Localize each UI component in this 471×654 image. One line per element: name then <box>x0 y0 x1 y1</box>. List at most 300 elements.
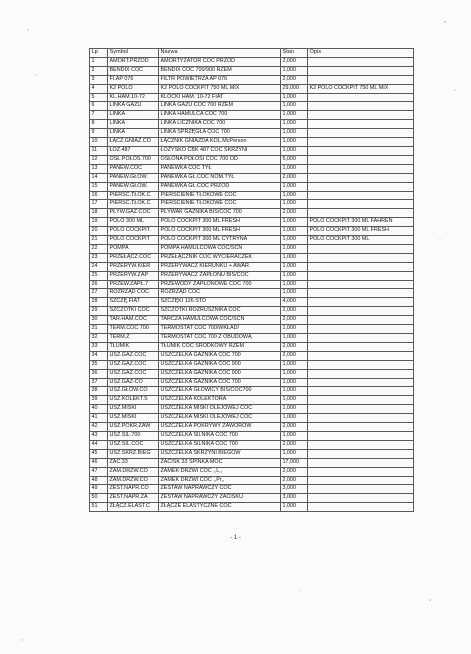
cell-stan: 17,000 <box>281 458 308 467</box>
cell-stan: 1,000 <box>281 334 308 343</box>
table-row <box>90 289 414 298</box>
table-row <box>90 342 414 351</box>
cell-opis <box>308 289 414 298</box>
cell-opis <box>308 334 414 343</box>
table-row <box>90 111 414 120</box>
cell-name: USZCZELKA POKRYWY ZAWOROW <box>159 423 281 432</box>
cell-stan: 1,000 <box>281 396 308 405</box>
cell-stan: 2,000 <box>281 209 308 218</box>
cell-opis <box>308 173 414 182</box>
cell-symbol: OSŁ.POŁOS.700 <box>108 155 159 164</box>
cell-lp: 17 <box>90 200 108 209</box>
cell-lp: 36 <box>90 369 108 378</box>
table-row <box>90 75 414 84</box>
col-header-lp: Lp <box>90 49 108 58</box>
cell-lp: 13 <box>90 164 108 173</box>
cell-opis <box>308 316 414 325</box>
cell-opis <box>308 75 414 84</box>
cell-name: PRZERYWACZ ZAPŁONU BIS/COC <box>159 271 281 280</box>
table-row <box>90 325 414 334</box>
cell-opis <box>308 111 414 120</box>
cell-symbol: PRZEŁĄCZ.COC <box>108 253 159 262</box>
cell-lp: 16 <box>90 191 108 200</box>
cell-opis <box>308 200 414 209</box>
cell-stan: 1,000 <box>281 431 308 440</box>
cell-symbol: USZ.MISKI <box>108 405 159 414</box>
table-row <box>90 93 414 102</box>
table-row <box>90 414 414 423</box>
cell-name: PANEWKA GŁ.COC PRZÓD <box>159 182 281 191</box>
cell-name: ZESTAW NAPRAWCZY ZACISKU <box>159 494 281 503</box>
table-row <box>90 396 414 405</box>
cell-stan: 1,000 <box>281 360 308 369</box>
cell-name: USZCZELKA SKRZYNI BIEGÓW <box>159 449 281 458</box>
cell-name: USZCZELKA GAŹNIKA COC 700 <box>159 378 281 387</box>
table-row <box>90 146 414 155</box>
cell-symbol: LINKA GAZU <box>108 102 159 111</box>
cell-stan: 1,000 <box>281 378 308 387</box>
cell-opis <box>308 351 414 360</box>
cell-stan: 2,000 <box>281 173 308 182</box>
cell-symbol: ŁOŻ.487 <box>108 146 159 155</box>
cell-name: TŁUMIK COC ŚRODKOWY RZEM <box>159 342 281 351</box>
cell-stan: 1,000 <box>281 280 308 289</box>
col-header-stan: Stan <box>281 49 308 58</box>
cell-stan: 2,000 <box>281 75 308 84</box>
cell-opis: K2 POLO COCKPIT 750 ML MIX <box>308 84 414 93</box>
page-number: - 1 - <box>230 535 241 541</box>
table-row <box>90 316 414 325</box>
cell-symbol: LINKA <box>108 111 159 120</box>
cell-lp: 51 <box>90 503 108 512</box>
cell-stan: 2,000 <box>281 440 308 449</box>
cell-name: USZCZELKA GŁOWICY BIS/COC700 <box>159 387 281 396</box>
table-row <box>90 387 414 396</box>
cell-name: SZCZĘKI 126 STD <box>159 298 281 307</box>
cell-lp: 45 <box>90 449 108 458</box>
col-header-opis: Opis <box>308 49 414 58</box>
cell-opis <box>308 360 414 369</box>
cell-opis: POLO COCKPIT 300 ML FRESH <box>308 227 414 236</box>
table-row <box>90 423 414 432</box>
cell-symbol: PRZERYW.ZAP <box>108 271 159 280</box>
cell-opis <box>308 325 414 334</box>
cell-lp: 14 <box>90 173 108 182</box>
cell-symbol: POLO COCKPIT <box>108 227 159 236</box>
cell-symbol: USZ.KOLEKT.S <box>108 396 159 405</box>
cell-stan: 3,000 <box>281 494 308 503</box>
cell-name: POLO COCKPIT 300 ML CYTRYNA <box>159 236 281 245</box>
cell-stan: 2,000 <box>281 476 308 485</box>
cell-opis <box>308 298 414 307</box>
table-row <box>90 431 414 440</box>
cell-opis: POLO COCKPIT 300 ML FAHREN <box>308 218 414 227</box>
cell-stan: 1,000 <box>281 387 308 396</box>
cell-lp: 37 <box>90 378 108 387</box>
cell-lp: 47 <box>90 467 108 476</box>
cell-lp: 24 <box>90 262 108 271</box>
cell-symbol: TŁUMIK <box>108 342 159 351</box>
cell-name: PIERŚCIENIE TŁOKOWE COC <box>159 200 281 209</box>
cell-name: ZAMEK DRZWI COC ,,Pr,, <box>159 476 281 485</box>
cell-opis <box>308 476 414 485</box>
table-row <box>90 503 414 512</box>
cell-symbol: AMORT.PRZÓD <box>108 57 159 66</box>
cell-name: PIERŚCIENIE TŁOKOWE COC <box>159 191 281 200</box>
cell-lp: 30 <box>90 316 108 325</box>
table-row <box>90 280 414 289</box>
cell-symbol: USZ.GŁOW.CO <box>108 387 159 396</box>
cell-lp: 18 <box>90 209 108 218</box>
cell-stan: 1,000 <box>281 120 308 129</box>
table-row <box>90 102 414 111</box>
cell-opis <box>308 120 414 129</box>
cell-symbol: USZ.POKR.ZAW <box>108 423 159 432</box>
cell-symbol: TERM.COC 700 <box>108 325 159 334</box>
cell-opis <box>308 387 414 396</box>
cell-name: USZCZELKA GAŹNIKA COC 900 <box>159 369 281 378</box>
table-row <box>90 209 414 218</box>
cell-symbol: USZ.SKRZ.BIEG <box>108 449 159 458</box>
cell-symbol: ZAM.DRZW.CO <box>108 467 159 476</box>
cell-opis <box>308 378 414 387</box>
cell-stan: 2,000 <box>281 307 308 316</box>
cell-lp: 44 <box>90 440 108 449</box>
cell-stan: 1,000 <box>281 102 308 111</box>
cell-symbol: SZCZĘ.FIAT <box>108 298 159 307</box>
cell-symbol: POLO COCKPIT <box>108 236 159 245</box>
cell-opis: POLO COCKPIT 300 ML <box>308 236 414 245</box>
cell-symbol: ZEST.NAPR.CO <box>108 485 159 494</box>
cell-symbol: BENDIX COC <box>108 66 159 75</box>
cell-opis <box>308 467 414 476</box>
cell-opis <box>308 485 414 494</box>
cell-name: USZCZELKA MISKI OLEJOWEJ COC <box>159 405 281 414</box>
cell-opis <box>308 209 414 218</box>
cell-lp: 26 <box>90 280 108 289</box>
cell-stan: 1,000 <box>281 449 308 458</box>
cell-name: ZESTAW NAPRAWCZY COC <box>159 485 281 494</box>
cell-opis <box>308 66 414 75</box>
cell-stan: 4,000 <box>281 298 308 307</box>
cell-lp: 50 <box>90 494 108 503</box>
table-row <box>90 458 414 467</box>
cell-symbol: ROZRZĄD COC <box>108 289 159 298</box>
cell-lp: 11 <box>90 146 108 155</box>
cell-symbol: USZ.SIL.COC <box>108 440 159 449</box>
table-row <box>90 173 414 182</box>
table-row <box>90 467 414 476</box>
cell-name: PRZEŁĄCZNIK COC WYCIERACZEK <box>159 253 281 262</box>
cell-opis <box>308 182 414 191</box>
table-row <box>90 351 414 360</box>
cell-name: USZCZELKA GAŹNIKA COC 900 <box>159 360 281 369</box>
table-row <box>90 405 414 414</box>
cell-symbol: ŁĄCZ.GNIAZ.CO <box>108 138 159 147</box>
cell-symbol: PIERŚC.TŁOK.C <box>108 200 159 209</box>
cell-name: POLO COCKPIT 300 ML FRESH <box>159 218 281 227</box>
cell-stan: 1,000 <box>281 164 308 173</box>
cell-symbol: PANEW.GŁOW. <box>108 173 159 182</box>
cell-name: PANEWKA COC TYŁ <box>159 164 281 173</box>
cell-lp: 40 <box>90 405 108 414</box>
cell-lp: 32 <box>90 334 108 343</box>
cell-name: LINKA GAZU COC 700 RZEM <box>159 102 281 111</box>
cell-opis <box>308 369 414 378</box>
cell-opis <box>308 307 414 316</box>
table-row <box>90 271 414 280</box>
table-row <box>90 440 414 449</box>
cell-lp: 22 <box>90 244 108 253</box>
table-row <box>90 164 414 173</box>
cell-lp: 48 <box>90 476 108 485</box>
cell-lp: 27 <box>90 289 108 298</box>
table-header-row <box>90 49 414 58</box>
cell-lp: 20 <box>90 227 108 236</box>
cell-opis <box>308 155 414 164</box>
cell-lp: 6 <box>90 102 108 111</box>
cell-opis <box>308 423 414 432</box>
table-row <box>90 485 414 494</box>
cell-lp: 28 <box>90 298 108 307</box>
cell-opis <box>308 271 414 280</box>
table-row <box>90 253 414 262</box>
cell-opis <box>308 342 414 351</box>
cell-name: OSŁONA PÓŁOSI COC 700 OD <box>159 155 281 164</box>
cell-stan: 29,000 <box>281 84 308 93</box>
cell-lp: 12 <box>90 155 108 164</box>
cell-lp: 3 <box>90 75 108 84</box>
cell-symbol: USZ.SIL.700 <box>108 431 159 440</box>
table-row <box>90 307 414 316</box>
cell-name: K2 POLO COCKPIT 750 ML MIX <box>159 84 281 93</box>
cell-lp: 10 <box>90 138 108 147</box>
cell-opis <box>308 244 414 253</box>
cell-lp: 21 <box>90 236 108 245</box>
cell-stan: 1,000 <box>281 414 308 423</box>
table-row <box>90 218 414 227</box>
cell-lp: 29 <box>90 307 108 316</box>
cell-name: USZCZELKA SILNIKA COC 700 <box>159 431 281 440</box>
cell-opis <box>308 405 414 414</box>
cell-opis <box>308 164 414 173</box>
cell-name: PŁYWAK GAŹNIKA BIS/COC 700 <box>159 209 281 218</box>
cell-symbol: KL.HAM.10-72 <box>108 93 159 102</box>
cell-opis <box>308 396 414 405</box>
cell-lp: 35 <box>90 360 108 369</box>
cell-symbol: USZ.GAŹ-CO <box>108 378 159 387</box>
cell-opis <box>308 253 414 262</box>
cell-opis <box>308 458 414 467</box>
cell-name: USZCZELKA MISKI OLEJOWEJ COC <box>159 414 281 423</box>
cell-name: LINKA HAMULCA COC 700 <box>159 111 281 120</box>
cell-lp: 2 <box>90 66 108 75</box>
cell-symbol: PŁYW.GAŹ.COC <box>108 209 159 218</box>
cell-name: AMORTYZATOR COC PRZÓD <box>159 57 281 66</box>
cell-symbol: PIERŚC.TŁOK.C <box>108 191 159 200</box>
cell-lp: 33 <box>90 342 108 351</box>
cell-lp: 23 <box>90 253 108 262</box>
cell-lp: 7 <box>90 111 108 120</box>
cell-name: ZŁĄCZE ELASTYCZNE COC <box>159 503 281 512</box>
table-row <box>90 262 414 271</box>
cell-name: LINKA LICZNIKA COC 700 <box>159 120 281 129</box>
cell-symbol: ZEST.NAPR.ZA <box>108 494 159 503</box>
cell-lp: 1 <box>90 57 108 66</box>
cell-name: PRZERYWACZ KIERUNKU + AWAR. <box>159 262 281 271</box>
cell-stan: 1,000 <box>281 253 308 262</box>
table-row <box>90 66 414 75</box>
cell-name: POMPA HAMULCOWA COC/SCN <box>159 244 281 253</box>
cell-lp: 49 <box>90 485 108 494</box>
cell-symbol: USZ.MISKI <box>108 414 159 423</box>
cell-stan: 1,000 <box>281 405 308 414</box>
cell-name: PANEWKA GŁ.COC NOM.TYŁ <box>159 173 281 182</box>
cell-opis <box>308 191 414 200</box>
cell-stan: 2,000 <box>281 423 308 432</box>
cell-name: USZCZELKA GAŹNIKA COC 700 <box>159 351 281 360</box>
cell-name: ŁĄCZNIK GNIAZDA KOL.McPerson <box>159 138 281 147</box>
cell-opis <box>308 449 414 458</box>
cell-symbol: LINKA <box>108 129 159 138</box>
inventory-table <box>89 48 414 512</box>
cell-symbol: USZ.GAŹ.COC <box>108 351 159 360</box>
cell-stan: 2,000 <box>281 316 308 325</box>
table-row <box>90 449 414 458</box>
cell-stan: 1,000 <box>281 244 308 253</box>
table-row <box>90 120 414 129</box>
cell-opis <box>308 93 414 102</box>
table-row <box>90 298 414 307</box>
cell-lp: 46 <box>90 458 108 467</box>
cell-lp: 8 <box>90 120 108 129</box>
table-row <box>90 378 414 387</box>
cell-opis <box>308 280 414 289</box>
cell-name: USZCZELKA SILNIKA COC 700 <box>159 440 281 449</box>
cell-lp: 39 <box>90 396 108 405</box>
cell-name: ROZRZĄD COC <box>159 289 281 298</box>
cell-symbol: TAR.HAM.COC <box>108 316 159 325</box>
cell-stan: 1,000 <box>281 271 308 280</box>
cell-lp: 4 <box>90 84 108 93</box>
cell-stan: 1,000 <box>281 262 308 271</box>
cell-symbol: PRZEW.ZAPŁ.7 <box>108 280 159 289</box>
cell-name: ZAMEK DRZWI COC ,,L,, <box>159 467 281 476</box>
cell-stan: 1,000 <box>281 191 308 200</box>
table-row <box>90 236 414 245</box>
cell-opis <box>308 440 414 449</box>
cell-symbol: FI.AP 076 <box>108 75 159 84</box>
cell-name: USZCZELKA KOLEKTORA <box>159 396 281 405</box>
cell-stan: 1,000 <box>281 146 308 155</box>
cell-name: PRZEWODY ZAPŁONOWE COC 700 <box>159 280 281 289</box>
cell-stan: 1,000 <box>281 369 308 378</box>
cell-lp: 19 <box>90 218 108 227</box>
cell-stan: 1,000 <box>281 200 308 209</box>
table-row <box>90 129 414 138</box>
cell-opis <box>308 102 414 111</box>
cell-opis <box>308 57 414 66</box>
cell-symbol: TERM.Z <box>108 334 159 343</box>
cell-stan: 2,000 <box>281 467 308 476</box>
cell-symbol: POMPA <box>108 244 159 253</box>
cell-opis <box>308 138 414 147</box>
cell-symbol: ZŁĄCZ.ELAST.C <box>108 503 159 512</box>
cell-symbol: K2 POLO <box>108 84 159 93</box>
cell-stan: 1,000 <box>281 289 308 298</box>
cell-opis <box>308 129 414 138</box>
cell-lp: 43 <box>90 431 108 440</box>
cell-symbol: USZ.GAŹ.COC <box>108 369 159 378</box>
cell-name: KLOCKI HAM. 10-72 FIAT <box>159 93 281 102</box>
cell-symbol: SZCZOTKI COC <box>108 307 159 316</box>
table-row <box>90 360 414 369</box>
cell-stan: 3,000 <box>281 485 308 494</box>
col-header-symbol: Symbol <box>108 49 159 58</box>
cell-lp: 25 <box>90 271 108 280</box>
cell-stan: 1,000 <box>281 66 308 75</box>
cell-opis <box>308 503 414 512</box>
cell-stan: 1,000 <box>281 227 308 236</box>
cell-name: TARCZA HAMULCOWA COC/SCN <box>159 316 281 325</box>
cell-symbol: PANEW.GŁOW. <box>108 182 159 191</box>
table-row <box>90 227 414 236</box>
cell-symbol: USZ.GAŹ.COC <box>108 360 159 369</box>
table-row <box>90 84 414 93</box>
cell-symbol: ZAC.33 <box>108 458 159 467</box>
cell-stan: 2,000 <box>281 342 308 351</box>
cell-opis <box>308 146 414 155</box>
cell-stan: 1,000 <box>281 182 308 191</box>
cell-name: TERMOSTAT COC 700/WKŁAD/ <box>159 325 281 334</box>
table-row <box>90 191 414 200</box>
cell-stan: 1,000 <box>281 138 308 147</box>
cell-opis <box>308 262 414 271</box>
table-row <box>90 57 414 66</box>
cell-stan: 2,000 <box>281 351 308 360</box>
cell-stan: 1,000 <box>281 218 308 227</box>
cell-name: FILTR POWIETRZA AP 076 <box>159 75 281 84</box>
cell-stan: 1,000 <box>281 129 308 138</box>
cell-lp: 34 <box>90 351 108 360</box>
cell-stan: 5,000 <box>281 155 308 164</box>
table-row <box>90 200 414 209</box>
cell-lp: 41 <box>90 414 108 423</box>
cell-name: TERMOSTAT COC 700 Z OBUDOWĄ <box>159 334 281 343</box>
cell-lp: 5 <box>90 93 108 102</box>
cell-symbol: ZAM.DRZW.CO <box>108 476 159 485</box>
cell-stan: 1,000 <box>281 236 308 245</box>
cell-opis <box>308 414 414 423</box>
table-row <box>90 138 414 147</box>
col-header-name: Nazwa <box>159 49 281 58</box>
cell-lp: 38 <box>90 387 108 396</box>
cell-name: BENDIX COC 700/900 RZEM <box>159 66 281 75</box>
table-row <box>90 244 414 253</box>
table-row <box>90 182 414 191</box>
cell-stan: 2,000 <box>281 57 308 66</box>
cell-opis <box>308 494 414 503</box>
cell-stan: 1,000 <box>281 325 308 334</box>
cell-name: LINKA SPRZĘGŁA COC 700 <box>159 129 281 138</box>
cell-symbol: PRZERYW.KIER <box>108 262 159 271</box>
cell-symbol: PANEW.COC <box>108 164 159 173</box>
cell-stan: 1,000 <box>281 111 308 120</box>
cell-symbol: POLO 300 ML <box>108 218 159 227</box>
cell-lp: 31 <box>90 325 108 334</box>
table-row <box>90 155 414 164</box>
table-body <box>90 57 414 511</box>
